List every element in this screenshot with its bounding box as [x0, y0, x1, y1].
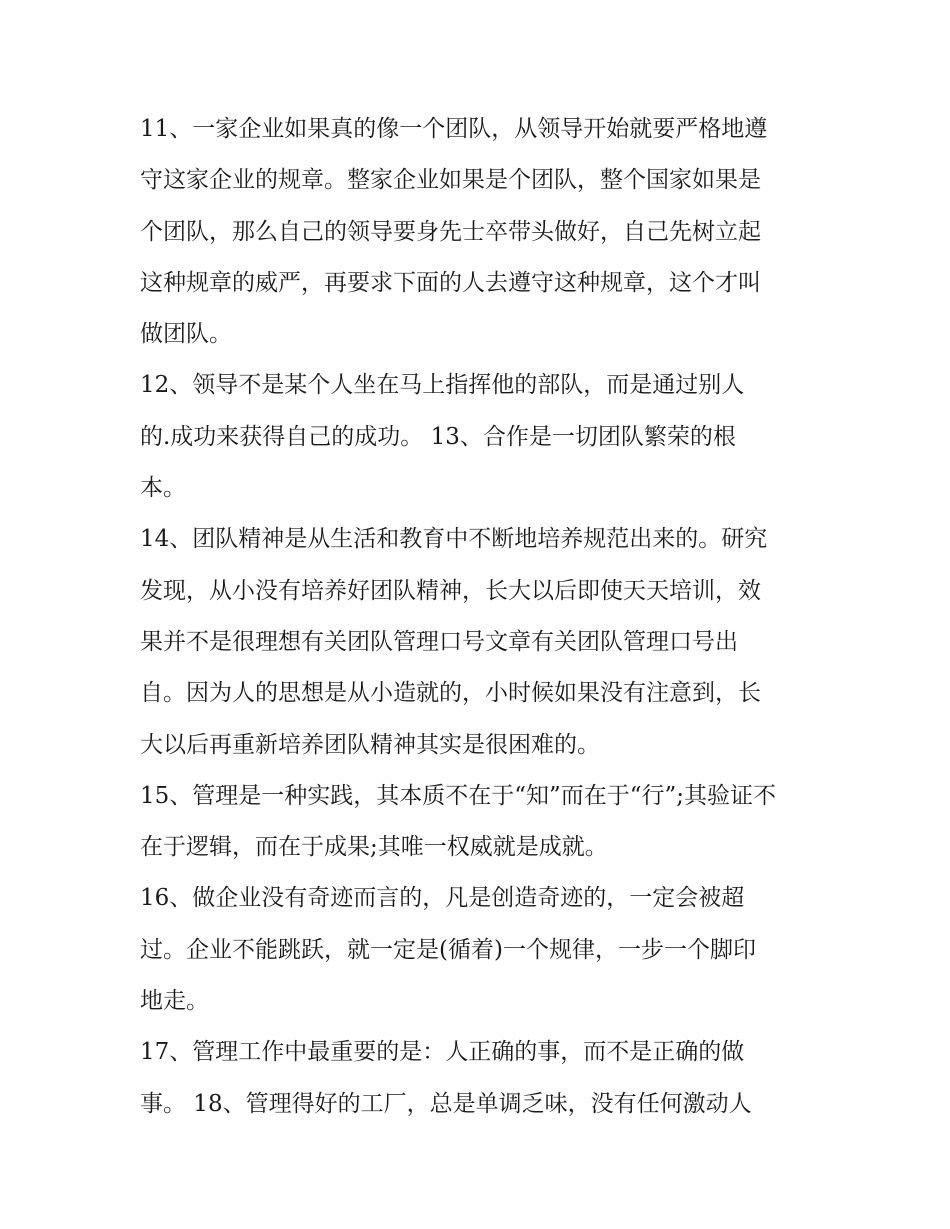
- document-body: [140, 104, 830, 1130]
- text-line: 地走。: [140, 988, 209, 1015]
- text-line: 16、做企业没有奇迹而言的，凡是创造奇迹的，一定会被超: [140, 885, 745, 912]
- text-line: 事。 18、管理得好的工厂，总是单调乏味，没有任何激动人: [140, 1090, 752, 1117]
- text-line: 做团队。: [140, 321, 232, 348]
- text-line: 个团队，那么自己的领导要身先士卒带头做好，自己先树立起: [140, 218, 761, 245]
- text-line: 在于逻辑，而在于成果;其唯一权威就是成就。: [140, 834, 608, 861]
- text-line: 11、一家企业如果真的像一个团队，从领导开始就要严格地遵: [140, 116, 768, 142]
- text-line: 大以后再重新培养团队精神其实是很困难的。: [140, 731, 600, 758]
- text-line: 果并不是很理想有关团队管理口号文章有关团队管理口号出: [140, 628, 738, 655]
- text-line: 这种规章的威严，再要求下面的人去遵守这种规章，这个才叫: [140, 269, 761, 296]
- text-line: 12、领导不是某个人坐在马上指挥他的部队，而是通过别人: [140, 372, 745, 399]
- text-line: 17、管理工作中最重要的是：人正确的事，而不是正确的做: [140, 1039, 745, 1066]
- text-line: 的.成功来获得自己的成功。 13、合作是一切团队繁荣的根: [140, 423, 736, 450]
- text-line: 过。企业不能跳跃，就一定是(循着)一个规律，一步一个脚印: [140, 936, 756, 963]
- text-line: 守这家企业的规章。整家企业如果是个团队，整个国家如果是: [140, 167, 761, 194]
- text-line: 14、团队精神是从生活和教育中不断地培养规范出来的。研究: [140, 526, 768, 553]
- text-line: 发现，从小没有培养好团队精神，长大以后即使天天培训，效: [140, 577, 761, 604]
- text-line: 本。: [140, 475, 186, 502]
- text-line: 自。因为人的思想是从小造就的，小时候如果没有注意到，长: [140, 680, 761, 707]
- text-line: 15、管理是一种实践，其本质不在于“知”而在于“行”;其验证不: [140, 782, 777, 809]
